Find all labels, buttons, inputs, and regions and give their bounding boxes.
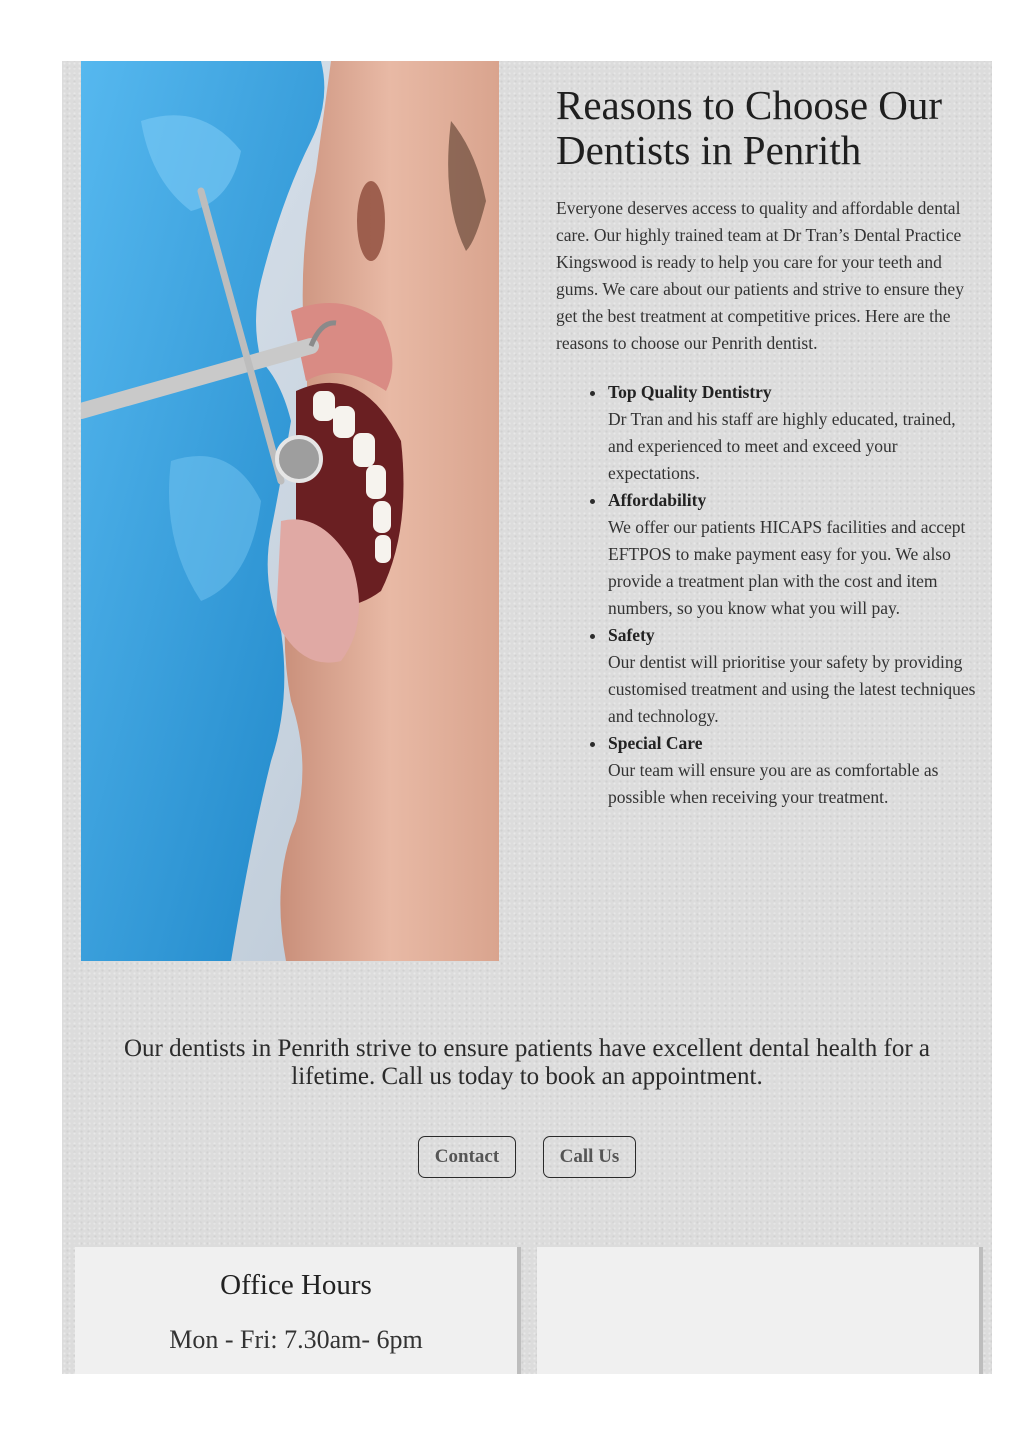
feature-description: Our team will ensure you are as comfortable as possible when receiving your treatment. — [608, 760, 939, 807]
feature-description: Our dentist will prioritise your safety by providing customised treatment and using the latest techniques and technology. — [608, 652, 976, 726]
list-item — [608, 730, 976, 811]
cta-text: Our dentists in Penrith strive to ensure patients have excellent dental health for a lifetime. Call us today to book an appointment. — [123, 1035, 930, 1090]
contact-button[interactable]: Contact — [418, 1136, 516, 1178]
office-hours-panel — [75, 1247, 517, 1374]
cta-buttons — [62, 1136, 992, 1178]
dental-exam-image — [81, 61, 499, 961]
office-hours-weekdays: Mon - Fri: 7.30am- 6pm — [169, 1325, 423, 1354]
dentist-photo — [81, 61, 499, 961]
page-title — [556, 83, 976, 173]
feature-title: Affordability — [608, 490, 707, 510]
list-item — [608, 622, 976, 730]
feature-title: Special Care — [608, 733, 703, 753]
page-section — [62, 61, 992, 1374]
call-us-button[interactable]: Call Us — [543, 1136, 636, 1178]
list-item — [608, 379, 976, 487]
feature-title: Safety — [608, 625, 655, 645]
office-hours-title: Office Hours — [220, 1269, 372, 1301]
reasons-content — [556, 83, 976, 811]
list-item — [608, 487, 976, 622]
feature-title: Top Quality Dentistry — [608, 382, 772, 402]
feature-description: Dr Tran and his staff are highly educated, trained, and experienced to meet and exceed your expectations. — [608, 409, 956, 483]
features-list — [556, 379, 976, 811]
intro-paragraph: Everyone deserves access to quality and affordable dental care. Our highly trained team at Dr Tran’s Dental Practice Kingswood is ready to help you care for your teeth and gums. We care about our patients and strive to ensure they get the best treatment at competitive prices. Here are the reasons to choose our Penrith dentist. — [556, 198, 964, 353]
info-panel — [537, 1247, 979, 1374]
title-line-1: Reasons to Choose Our — [556, 82, 943, 128]
feature-description: We offer our patients HICAPS facilities and accept EFTPOS to make payment easy for you. We also provide a treatment plan with the cost and item numbers, so you know what you will pay. — [608, 517, 966, 618]
title-line-2: Dentists in Penrith — [556, 127, 862, 173]
